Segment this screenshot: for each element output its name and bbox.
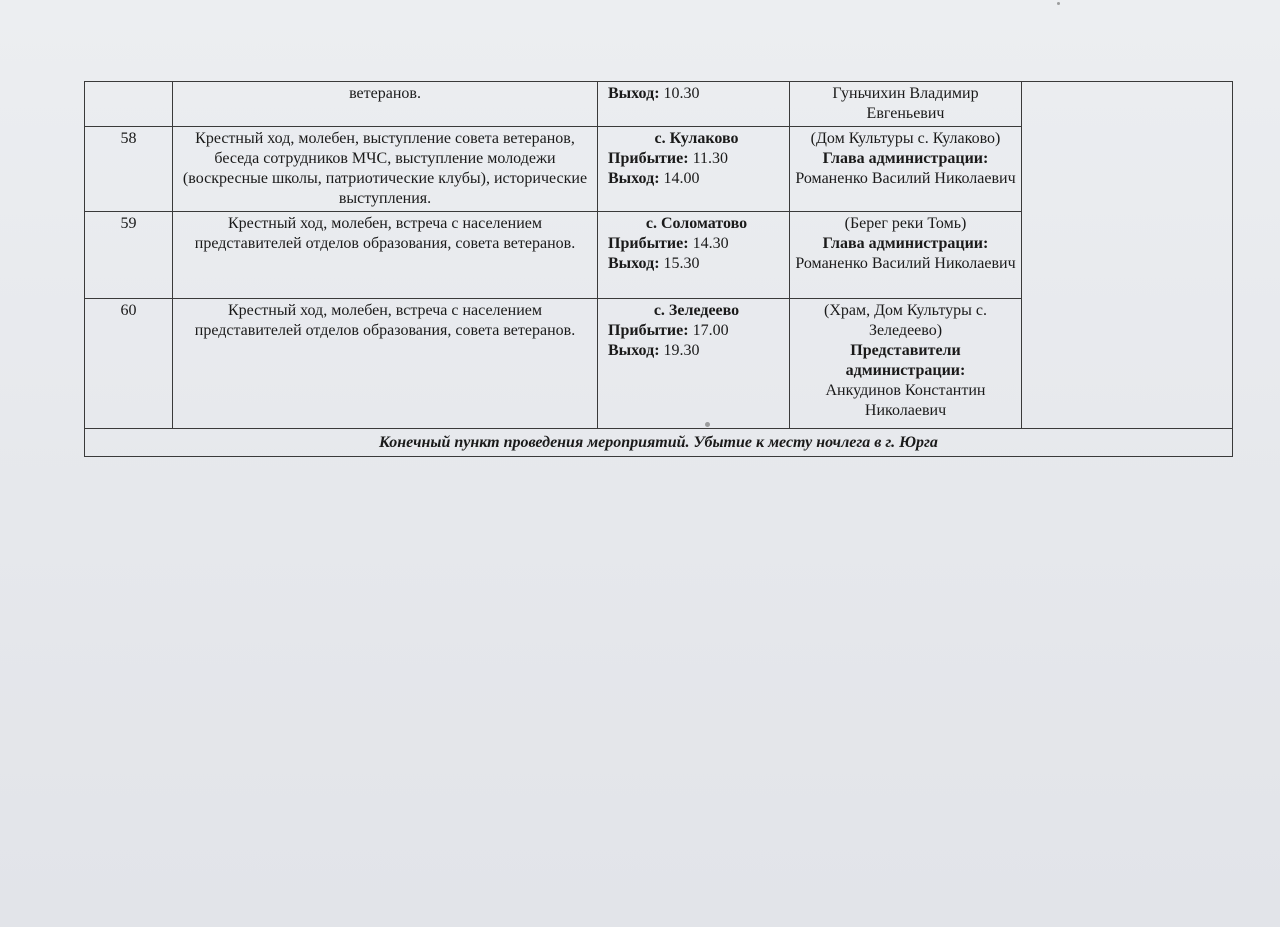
row-number: 60 bbox=[85, 299, 173, 429]
arrival-label: Прибытие: bbox=[608, 322, 689, 339]
organizer-title: Глава администрации: bbox=[822, 235, 989, 252]
event-description: Крестный ход, молебен, встреча с населением представителей отделов образования, совета ветеранов. bbox=[173, 212, 598, 299]
departure-time: 15.30 bbox=[663, 255, 700, 272]
departure-time: 10.30 bbox=[663, 85, 700, 102]
place-cell bbox=[598, 212, 790, 299]
organizer-cell bbox=[790, 212, 1022, 299]
place-cell bbox=[598, 127, 790, 212]
organizer-person: Гуньчихин Владимир Евгеньевич bbox=[832, 85, 979, 122]
organizer-note: (Дом Культуры с. Кулаково) bbox=[810, 130, 1001, 147]
departure-label: Выход: bbox=[608, 342, 660, 359]
notes-cell bbox=[1022, 82, 1233, 429]
organizer-person: Романенко Василий Николаевич bbox=[795, 255, 1016, 272]
departure-label: Выход: bbox=[608, 255, 660, 272]
organizer-cell bbox=[790, 82, 1022, 127]
departure-label: Выход: bbox=[608, 85, 660, 102]
footer-text: Конечный пункт проведения мероприятий. Убытие к месту ночлега в г. Юрга bbox=[85, 429, 1233, 457]
organizer-person: Романенко Василий Николаевич bbox=[795, 170, 1016, 187]
departure-time: 14.00 bbox=[663, 170, 700, 187]
place-cell bbox=[598, 82, 790, 127]
organizer-note: (Берег реки Томь) bbox=[844, 215, 967, 232]
event-description: Крестный ход, молебен, встреча с населением представителей отделов образования, совета ветеранов. bbox=[173, 299, 598, 429]
table-footer-row bbox=[85, 429, 1233, 457]
organizer-cell bbox=[790, 127, 1022, 212]
departure-time: 19.30 bbox=[663, 342, 700, 359]
place-name: с. Соломатово bbox=[645, 215, 748, 232]
event-description: ветеранов. bbox=[173, 82, 598, 127]
arrival-time: 17.00 bbox=[692, 322, 729, 339]
departure-label: Выход: bbox=[608, 170, 660, 187]
organizer-cell bbox=[790, 299, 1022, 429]
arrival-time: 11.30 bbox=[692, 150, 728, 167]
place-cell bbox=[598, 299, 790, 429]
schedule-table bbox=[84, 81, 1233, 457]
table-row bbox=[85, 82, 1233, 127]
organizer-person: Анкудинов Константин Николаевич bbox=[825, 382, 986, 419]
organizer-title: Глава администрации: bbox=[822, 150, 989, 167]
place-name: с. Кулаково bbox=[654, 130, 739, 147]
arrival-label: Прибытие: bbox=[608, 235, 689, 252]
row-number: 58 bbox=[85, 127, 173, 212]
scan-speck bbox=[705, 422, 710, 427]
scan-speck bbox=[1057, 2, 1060, 5]
event-description: Крестный ход, молебен, выступление совета ветеранов, беседа сотрудников МЧС, выступление молодежи (воскресные школы, патриотические клубы), исторические выступления. bbox=[173, 127, 598, 212]
place-name: с. Зеледеево bbox=[653, 302, 740, 319]
arrival-label: Прибытие: bbox=[608, 150, 689, 167]
row-number bbox=[85, 82, 173, 127]
arrival-time: 14.30 bbox=[692, 235, 729, 252]
organizer-note: (Храм, Дом Культуры с. Зеледеево) bbox=[824, 302, 987, 339]
row-number: 59 bbox=[85, 212, 173, 299]
organizer-title: Представители администрации: bbox=[845, 342, 966, 379]
